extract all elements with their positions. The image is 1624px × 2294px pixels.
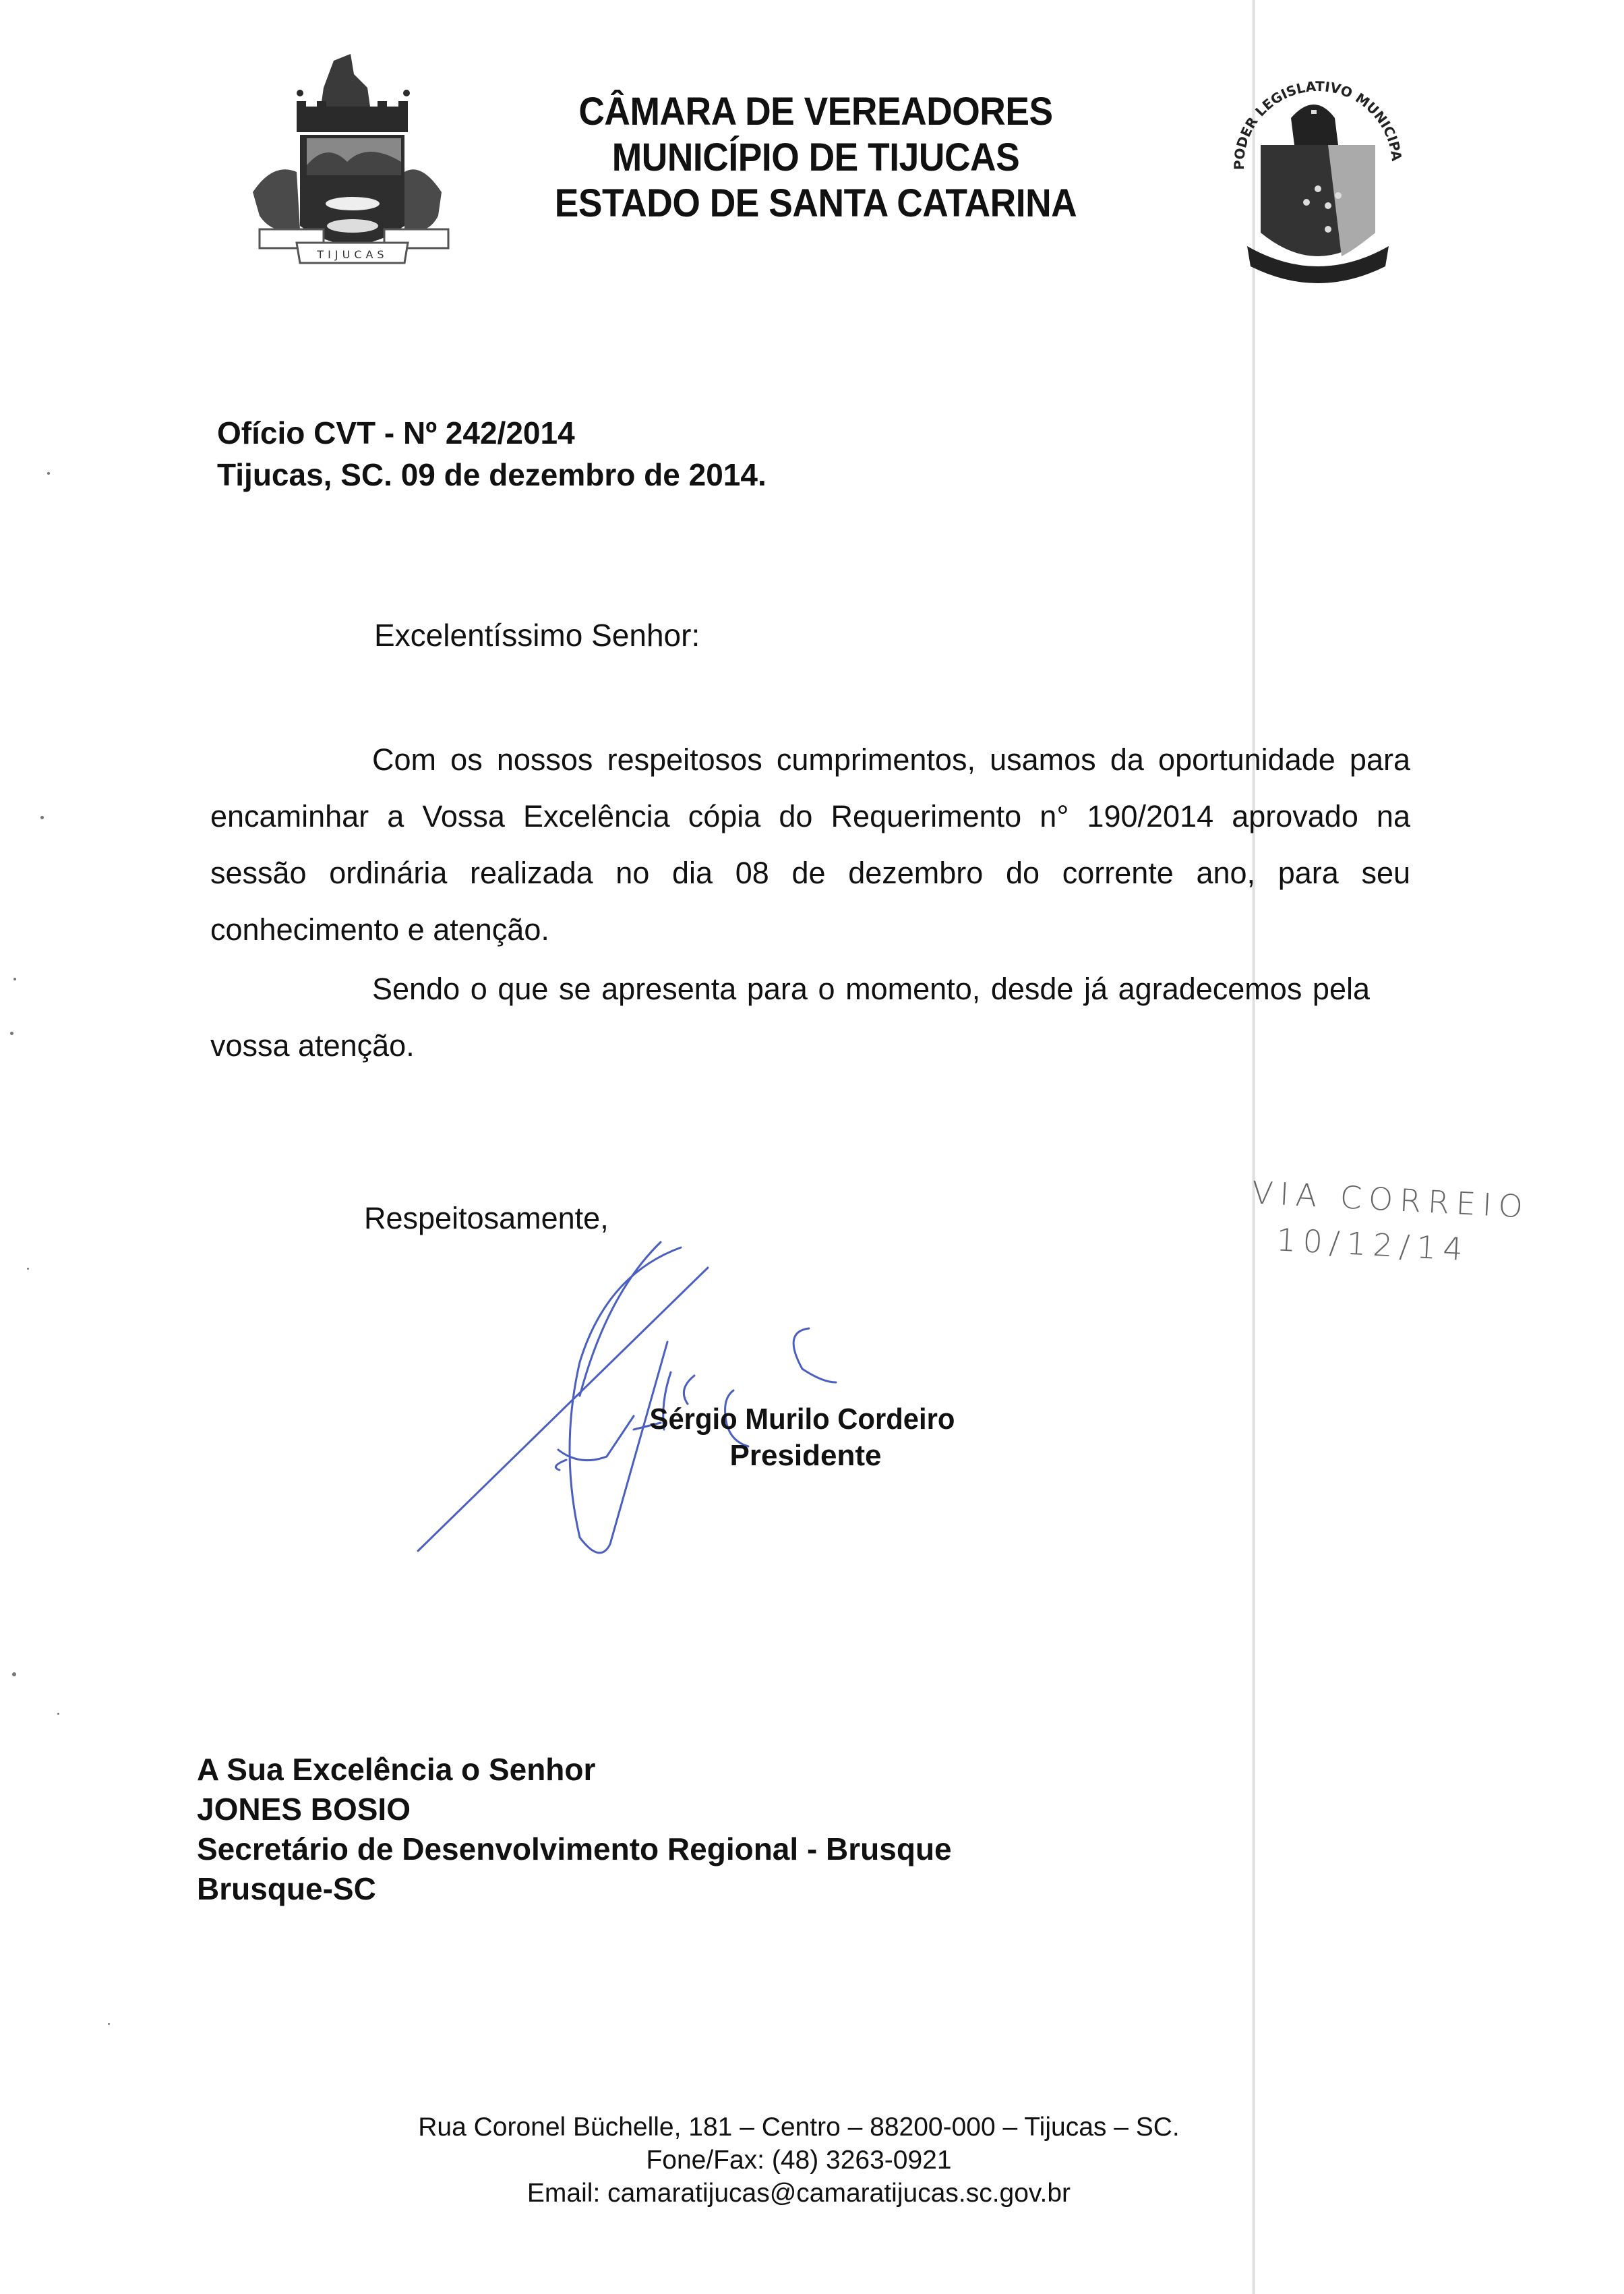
oficio-number: Ofício CVT - Nº 242/2014 <box>217 415 575 450</box>
letterhead-line-state: ESTADO DE SANTA CATARINA <box>554 181 1077 225</box>
municipal-coat-of-arms-icon <box>233 47 462 270</box>
svg-text:TIJUCAS: TIJUCAS <box>317 248 388 261</box>
seal-ring-text: PODER LEGISLATIVO MUNICIPA <box>1230 78 1405 171</box>
recipient-block <box>197 1750 952 1909</box>
signatory-name: Sérgio Murilo Cordeiro <box>649 1403 955 1436</box>
signatory-title: Presidente <box>729 1439 882 1472</box>
signatory-block <box>593 1401 1011 1474</box>
body-paragraph-1: Com os nossos respeitosos cumprimentos, usamos da oportunidade para encaminhar a Vossa Excelência cópia do Requerimento n° 190/2014 aprovado na sessão ordinária realizada no dia 08 de dezembro do corrente ano, para seu conhecimento e atenção. <box>210 742 1410 947</box>
letterhead-footer <box>351 2111 1247 2210</box>
signature-scribble <box>404 1227 1247 1564</box>
footer-email: Email: camaratijucas@camaratijucas.sc.gov.br <box>527 2179 1071 2208</box>
recipient-position: Secretário de Desenvolvimento Regional - Brusque <box>197 1831 952 1866</box>
handwritten-mail-note <box>1249 1169 1531 1275</box>
letterhead-line-chamber: CÂMARA DE VEREADORES <box>578 90 1053 134</box>
letterhead-title <box>524 89 1108 227</box>
recipient-name: JONES BOSIO <box>197 1792 411 1827</box>
place-and-date: Tijucas, SC. 09 de dezembro de 2014. <box>217 457 766 492</box>
footer-phone: Fone/Fax: (48) 3263-0921 <box>646 2146 952 2175</box>
reference-block <box>217 413 766 495</box>
handwritten-note-line-2: 10/12/14 <box>1275 1221 1471 1268</box>
letterhead-line-municipality: MUNICÍPIO DE TIJUCAS <box>611 136 1020 179</box>
recipient-salutation: A Sua Excelência o Senhor <box>197 1752 596 1787</box>
salutation: Excelentíssimo Senhor: <box>374 618 700 653</box>
handwritten-note-line-1: VIA CORREIO <box>1251 1174 1531 1225</box>
recipient-city: Brusque-SC <box>197 1871 376 1906</box>
closing-phrase: Respeitosamente, <box>364 1201 609 1235</box>
legislative-seal-icon <box>1220 64 1409 293</box>
paper-fold-line <box>1253 0 1255 2294</box>
footer-address: Rua Coronel Büchelle, 181 – Centro – 88200-000 – Tijucas – SC. <box>418 2113 1180 2142</box>
body-paragraph-2: Sendo o que se apresenta para o momento, desde já agradecemos pela vossa atenção. <box>210 972 1370 1063</box>
